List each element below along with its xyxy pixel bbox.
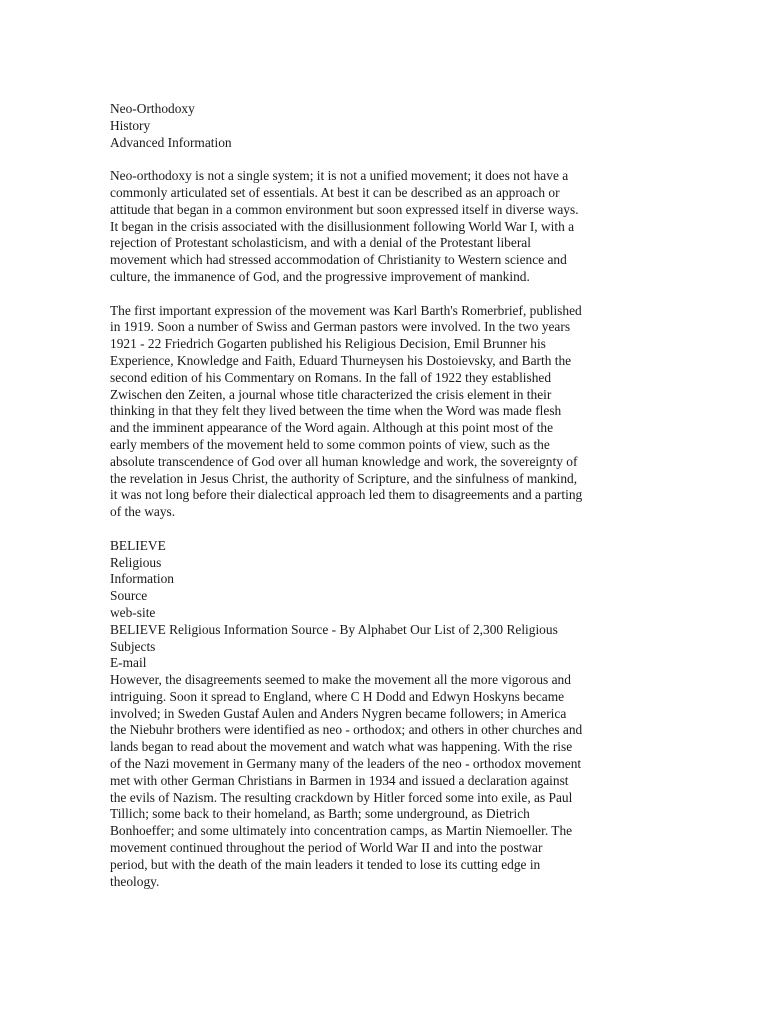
- document-page: [110, 101, 658, 907]
- section-label: History: [110, 117, 151, 133]
- paragraph-line: commonly articulated set of essentials. At best it can be described as an approach or: [110, 184, 560, 200]
- paragraph-line: met with other German Christians in Barmen in 1934 and issued a declaration against: [110, 772, 569, 788]
- paragraph-line: thinking in that they felt they lived between the time when the Word was made flesh: [110, 403, 562, 419]
- paragraph-line: Tillich; some back to their homeland, as Barth; some underground, as Dietrich: [110, 806, 530, 822]
- paragraph-line: the Niebuhr brothers were identified as neo - orthodox; and others in other churches and: [110, 722, 583, 738]
- paragraph-line: theology.: [110, 873, 160, 889]
- believe-line: BELIEVE Religious Information Source - By Alphabet Our List of 2,300 Religious: [110, 621, 558, 637]
- paragraph-line: of the ways.: [110, 504, 176, 520]
- believe-line: Religious: [110, 554, 162, 570]
- paragraph-line: the evils of Nazism. The resulting crackdown by Hitler forced some into exile, as Paul: [110, 789, 573, 805]
- paragraph-line: early members of the movement held to some common points of view, such as the: [110, 436, 550, 452]
- paragraph-line: intriguing. Soon it spread to England, where C H Dodd and Edwyn Hoskyns became: [110, 688, 565, 704]
- paragraph-line: the revelation in Jesus Christ, the authority of Scripture, and the sinfulness of mankind,: [110, 470, 578, 486]
- paragraph-line: Bonhoeffer; and some ultimately into concentration camps, as Martin Niemoeller. The: [110, 823, 573, 839]
- paragraph-line: Zwischen den Zeiten, a journal whose title characterized the crisis element in their: [110, 386, 552, 402]
- paragraph-line: it was not long before their dialectical approach led them to disagreements and a parting: [110, 487, 583, 503]
- believe-line: web-site: [110, 604, 156, 620]
- header-block: [110, 101, 658, 151]
- believe-line: E-mail: [110, 655, 147, 671]
- paragraph-spread: [110, 672, 658, 890]
- believe-line: Information: [110, 571, 174, 587]
- paragraph-line: in 1919. Soon a number of Swiss and German pastors were involved. In the two years: [110, 319, 571, 335]
- subsection-label: Advanced Information: [110, 134, 232, 150]
- paragraph-line: movement continued throughout the period of World War II and into the postwar: [110, 840, 543, 856]
- paragraph-line: and the imminent appearance of the Word again. Although at this point most of the: [110, 420, 554, 436]
- paragraph-intro: [110, 168, 658, 286]
- paragraph-line: Neo-orthodoxy is not a single system; it is not a unified movement; it does not have a: [110, 168, 569, 184]
- paragraph-line: rejection of Protestant scholasticism, and with a denial of the Protestant liberal: [110, 235, 531, 251]
- paragraph-line: second edition of his Commentary on Romans. In the fall of 1922 they established: [110, 369, 552, 385]
- paragraph-line: absolute transcendence of God over all human knowledge and work, the sovereignty of: [110, 453, 578, 469]
- paragraph-line: attitude that began in a common environment but soon expressed itself in diverse ways.: [110, 201, 579, 217]
- document-title: Neo-Orthodoxy: [110, 101, 195, 116]
- paragraph-line: It began in the crisis associated with the disillusionment following World War I, with a: [110, 218, 575, 234]
- believe-line: Source: [110, 588, 148, 604]
- paragraph-line: lands began to read about the movement and watch what was happening. With the rise: [110, 739, 573, 755]
- paragraph-line: movement which had stressed accommodation of Christianity to Western science and: [110, 252, 567, 268]
- paragraph-line: The first important expression of the movement was Karl Barth's Romerbrief, published: [110, 302, 582, 318]
- paragraph-history: [110, 303, 658, 521]
- believe-block: [110, 538, 658, 672]
- paragraph-line: However, the disagreements seemed to make the movement all the more vigorous and: [110, 672, 571, 688]
- paragraph-line: involved; in Sweden Gustaf Aulen and Anders Nygren became followers; in America: [110, 705, 567, 721]
- believe-line: Subjects: [110, 638, 156, 654]
- paragraph-line: of the Nazi movement in Germany many of the leaders of the neo - orthodox movement: [110, 756, 582, 772]
- paragraph-line: period, but with the death of the main leaders it tended to lose its cutting edge in: [110, 856, 541, 872]
- paragraph-line: culture, the immanence of God, and the progressive improvement of mankind.: [110, 268, 530, 284]
- paragraph-line: Experience, Knowledge and Faith, Eduard Thurneysen his Dostoievsky, and Barth the: [110, 352, 572, 368]
- paragraph-line: 1921 - 22 Friedrich Gogarten published his Religious Decision, Emil Brunner his: [110, 336, 546, 352]
- believe-line: BELIEVE: [110, 537, 166, 553]
